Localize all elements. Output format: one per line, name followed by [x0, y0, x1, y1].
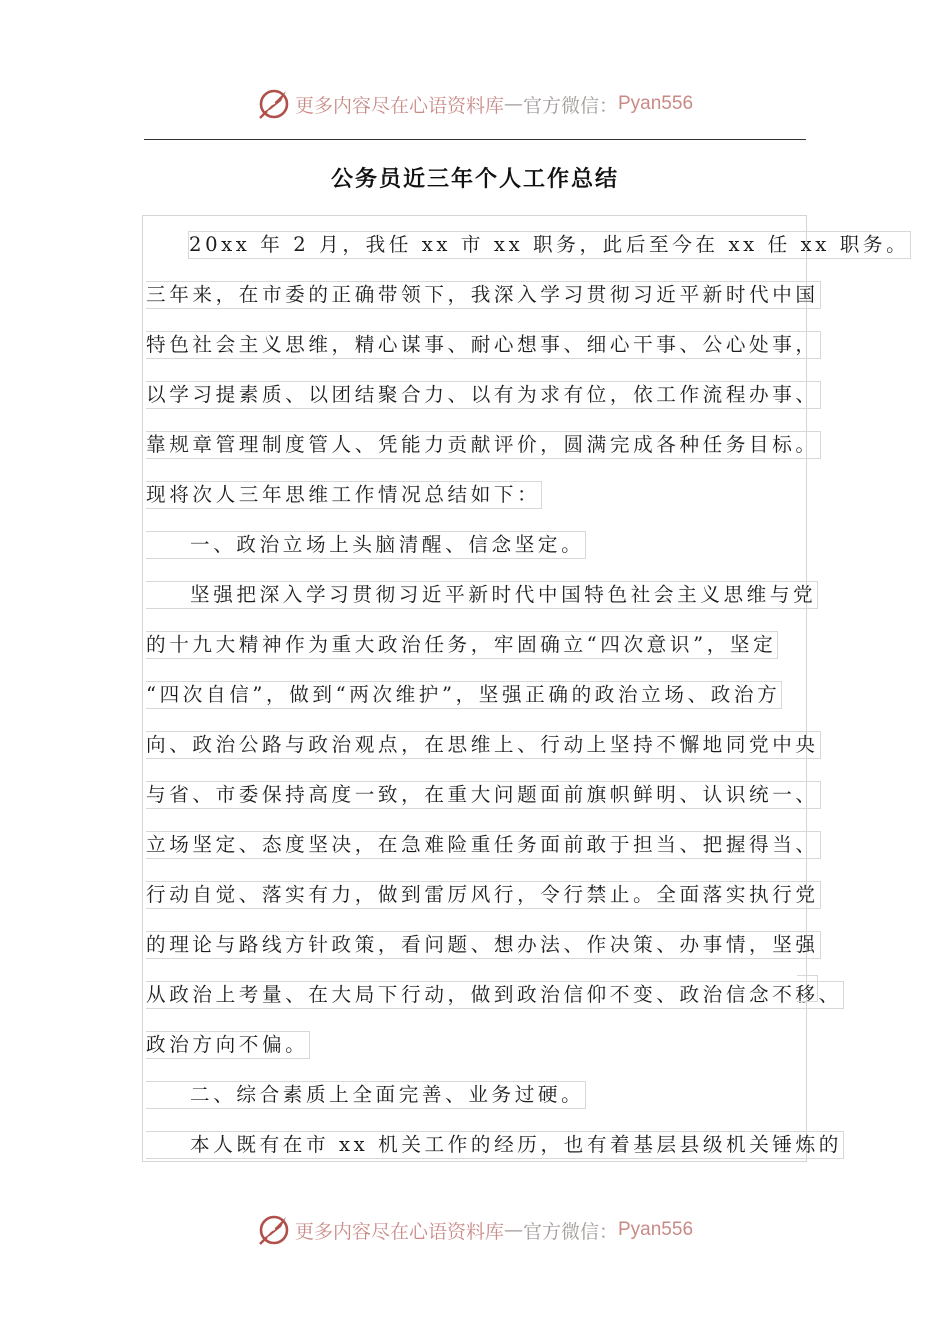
text-line: 本人既有在市 xx 机关工作的经历，也有着基层县级机关锤炼的: [146, 1131, 844, 1157]
banner-wechat-label: 官方微信：: [522, 94, 618, 117]
text-line: 政治方向不偏。: [146, 1031, 310, 1057]
section-heading: 一、政治立场上头脑清醒、信念坚定。: [146, 531, 586, 557]
text-line: 三年来，在市委的正确带领下，我深入学习贯彻习近平新时代中国: [146, 281, 821, 307]
header-banner: [0, 80, 950, 128]
text-line: 以学习提素质、以团结聚合力、以有为求有位，依工作流程办事、: [146, 381, 821, 407]
text-line: 20xx 年 2 月，我任 xx 市 xx 职务，此后至今在 xx 任 xx 职务。: [146, 231, 911, 257]
banner-slogan: 更多内容尽在心语资料库: [294, 94, 504, 117]
banner-wechat-id: Pyan556: [618, 93, 694, 114]
document-title: 公务员近三年个人工作总结: [330, 167, 619, 192]
text-line: 从政治上考量、在大局下行动，做到政治信仰不变、政治信念不移、: [146, 981, 844, 1007]
banner-dash: —: [503, 93, 523, 115]
footer-banner: [0, 1206, 950, 1254]
text-line: 的理论与路线方针政策，看问题、想办法、作决策、办事情，坚强: [146, 931, 821, 957]
text-line: 向、政治公路与政治观点，在思维上、行动上坚持不懈地同党中央: [146, 731, 821, 757]
banner-wechat-label: 官方微信：: [522, 1220, 618, 1243]
quill-logo-icon: [257, 87, 291, 121]
section-heading: 二、综合素质上全面完善、业务过硬。: [146, 1081, 586, 1107]
banner-wechat-id: Pyan556: [618, 1219, 694, 1240]
overflow-box: [797, 975, 818, 1002]
text-line: 现将次人三年思维工作情况总结如下：: [146, 481, 542, 507]
banner-dash: —: [503, 1219, 523, 1241]
text-line: 与省、市委保持高度一致，在重大问题面前旗帜鲜明、认识统一、: [146, 781, 821, 807]
text-line: 的十九大精神作为重大政治任务，牢固确立“四次意识”，坚定: [146, 631, 778, 657]
quill-logo-icon: [257, 1213, 291, 1247]
text-line: “四次自信”，做到“两次维护”，坚强正确的政治立场、政治方: [146, 681, 782, 707]
text-line: 靠规章管理制度管人、凭能力贡献评价，圆满完成各种任务目标。: [146, 431, 821, 457]
text-line: 特色社会主义思维，精心谋事、耐心想事、细心干事、公心处事，: [146, 331, 821, 357]
banner-slogan: 更多内容尽在心语资料库: [294, 1220, 504, 1243]
text-line: 行动自觉、落实有力，做到雷厉风行，令行禁止。全面落实执行党: [146, 881, 821, 907]
text-line: 坚强把深入学习贯彻习近平新时代中国特色社会主义思维与党: [146, 581, 818, 607]
header-rule: [144, 139, 806, 140]
text-line: 立场坚定、态度坚决，在急难险重任务面前敢于担当、把握得当、: [146, 831, 821, 857]
